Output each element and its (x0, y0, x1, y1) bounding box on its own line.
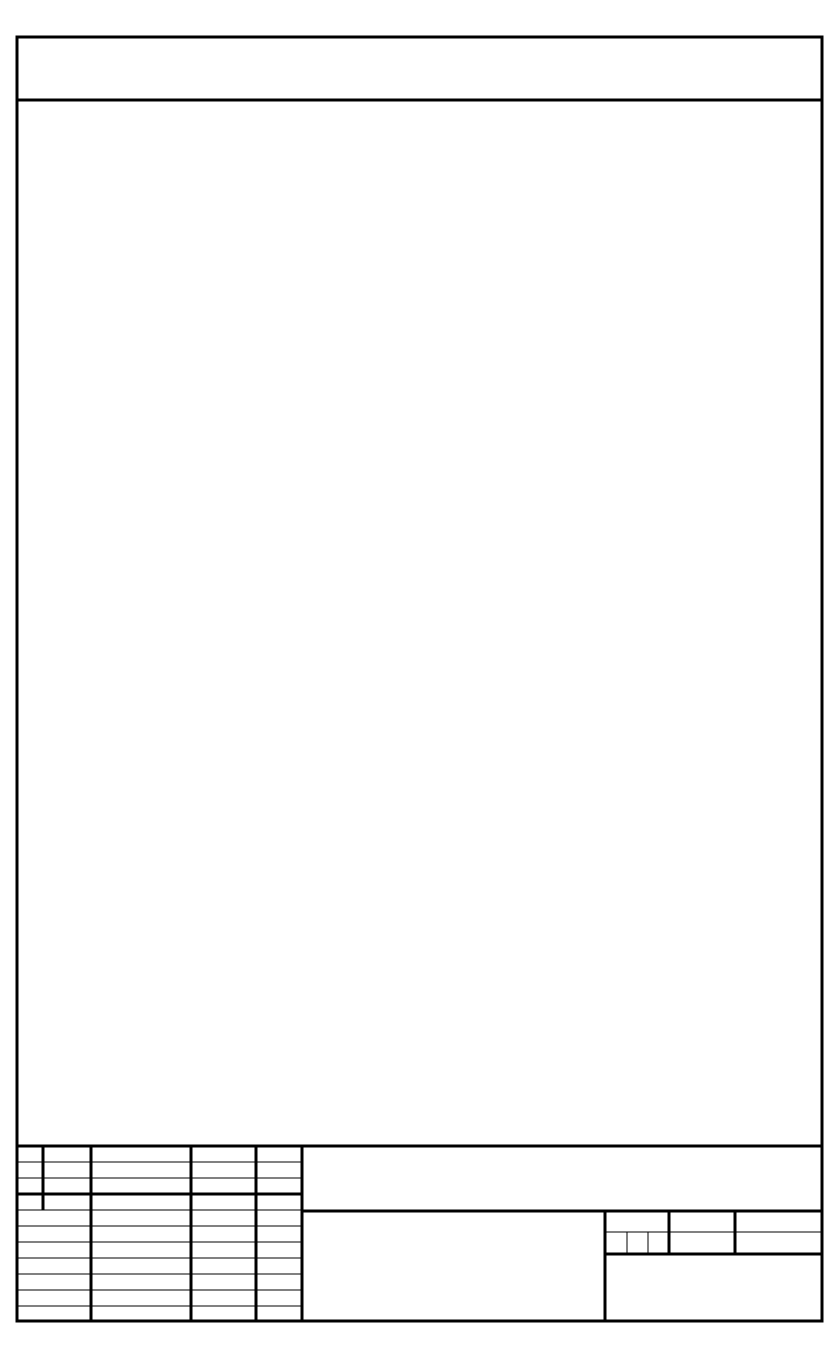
sheet-frame (17, 37, 822, 1321)
title-block (17, 1146, 822, 1321)
